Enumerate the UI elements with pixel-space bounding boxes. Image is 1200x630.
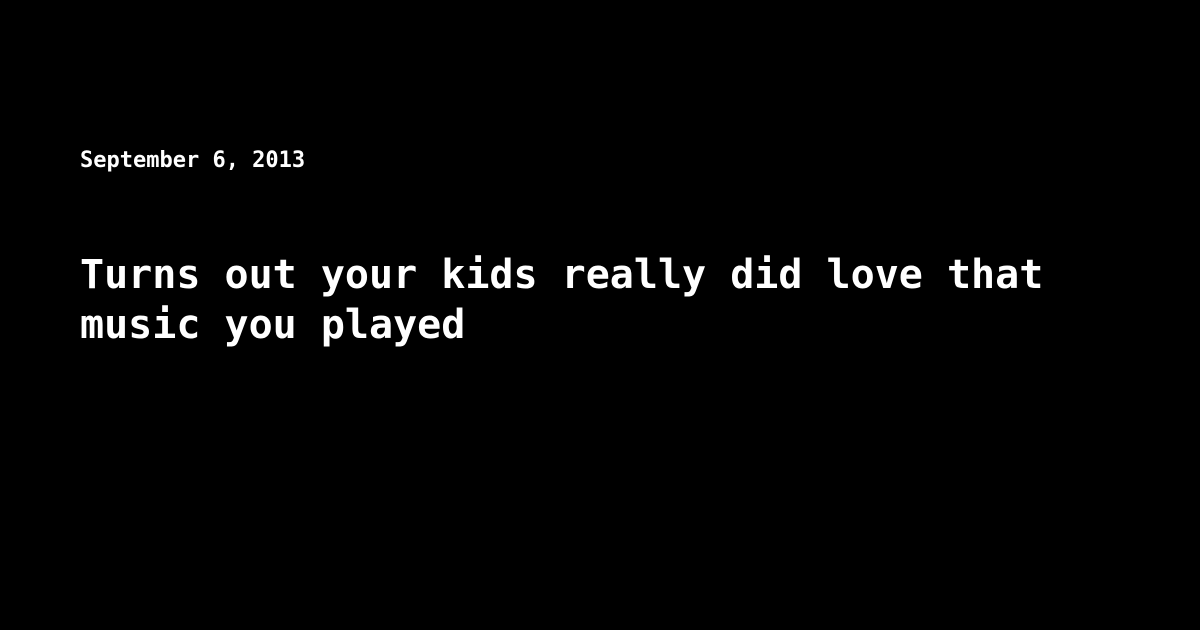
- post-title: Turns out your kids really did love that music you played: [80, 252, 1044, 348]
- post-date: September 6, 2013: [80, 148, 306, 173]
